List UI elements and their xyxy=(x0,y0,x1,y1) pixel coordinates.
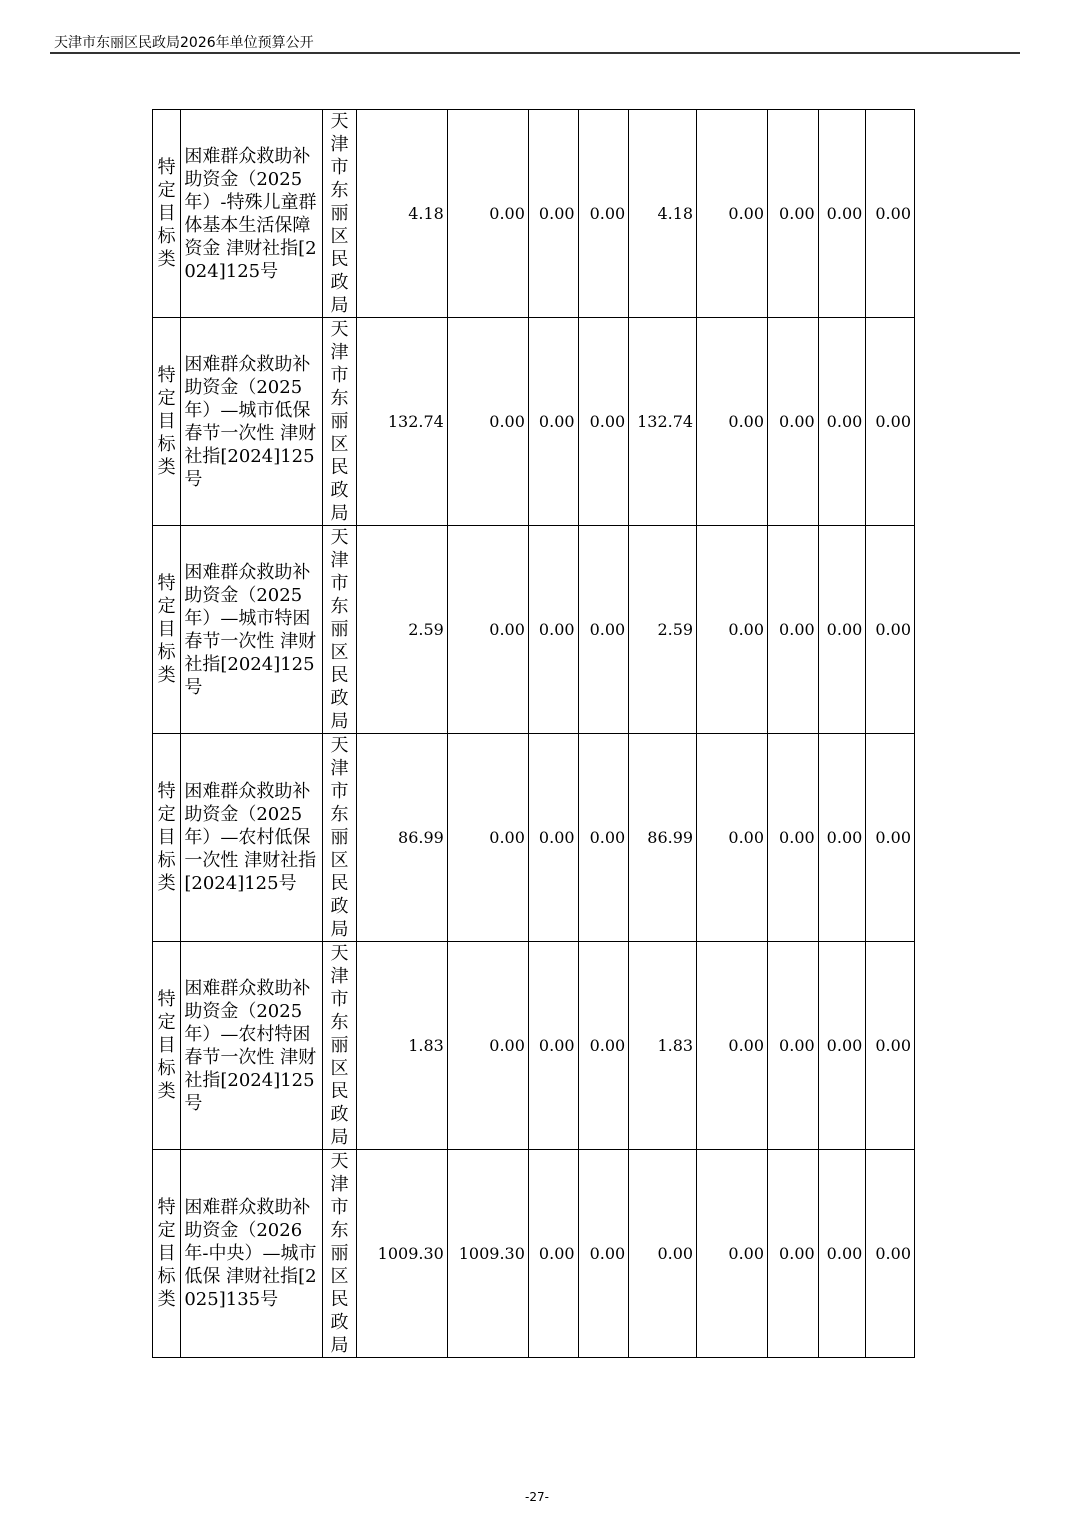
value-cell: 1.83 xyxy=(629,942,697,1150)
value-cell: 0.00 xyxy=(447,526,528,734)
value-cell: 0.00 xyxy=(697,110,768,318)
value-cell: 0.00 xyxy=(697,318,768,526)
value-cell: 0.00 xyxy=(578,318,629,526)
budget-project-table xyxy=(152,109,915,1358)
project-category-cell: 特定目标类 xyxy=(153,734,181,942)
value-cell: 0.00 xyxy=(866,526,915,734)
value-cell: 86.99 xyxy=(629,734,697,942)
project-name-cell: 困难群众救助补助资金（2026年-中央）—城市低保 津财社指[2025]135号 xyxy=(181,1150,323,1358)
value-cell: 0.00 xyxy=(818,318,866,526)
value-cell: 0.00 xyxy=(697,942,768,1150)
value-cell: 0.00 xyxy=(818,734,866,942)
value-cell: 0.00 xyxy=(818,526,866,734)
value-cell: 0.00 xyxy=(768,318,819,526)
value-cell: 0.00 xyxy=(578,942,629,1150)
project-name-cell: 困难群众救助补助资金（2025年）-特殊儿童群体基本生活保障资金 津财社指[2024]125号 xyxy=(181,110,323,318)
value-cell: 0.00 xyxy=(629,1150,697,1358)
unit-name-cell: 天津市东丽区民政局 xyxy=(323,526,356,734)
value-cell: 0.00 xyxy=(866,110,915,318)
value-cell: 0.00 xyxy=(818,110,866,318)
value-cell: 0.00 xyxy=(768,1150,819,1358)
value-cell: 1009.30 xyxy=(356,1150,447,1358)
table-row xyxy=(153,734,915,942)
value-cell: 2.59 xyxy=(356,526,447,734)
project-category-cell: 特定目标类 xyxy=(153,526,181,734)
project-category-cell: 特定目标类 xyxy=(153,318,181,526)
project-name-cell: 困难群众救助补助资金（2025年）—农村特困春节一次性 津财社指[2024]125号 xyxy=(181,942,323,1150)
table-row xyxy=(153,110,915,318)
value-cell: 0.00 xyxy=(447,110,528,318)
value-cell: 0.00 xyxy=(528,318,578,526)
project-category-cell: 特定目标类 xyxy=(153,942,181,1150)
value-cell: 0.00 xyxy=(768,110,819,318)
value-cell: 0.00 xyxy=(818,1150,866,1358)
value-cell: 0.00 xyxy=(578,110,629,318)
value-cell: 0.00 xyxy=(447,734,528,942)
header-divider xyxy=(50,52,1020,54)
value-cell: 132.74 xyxy=(356,318,447,526)
value-cell: 0.00 xyxy=(528,734,578,942)
value-cell: 0.00 xyxy=(768,526,819,734)
value-cell: 0.00 xyxy=(578,526,629,734)
value-cell: 132.74 xyxy=(629,318,697,526)
value-cell: 1009.30 xyxy=(447,1150,528,1358)
value-cell: 0.00 xyxy=(697,1150,768,1358)
project-category-cell: 特定目标类 xyxy=(153,110,181,318)
project-name-cell: 困难群众救助补助资金（2025年）—城市低保春节一次性 津财社指[2024]125号 xyxy=(181,318,323,526)
value-cell: 0.00 xyxy=(528,1150,578,1358)
value-cell: 0.00 xyxy=(578,734,629,942)
value-cell: 0.00 xyxy=(866,1150,915,1358)
value-cell: 0.00 xyxy=(447,942,528,1150)
value-cell: 0.00 xyxy=(818,942,866,1150)
unit-name-cell: 天津市东丽区民政局 xyxy=(323,110,356,318)
value-cell: 0.00 xyxy=(768,734,819,942)
document-header-title: 天津市东丽区民政局2026年单位预算公开 xyxy=(54,35,314,51)
value-cell: 0.00 xyxy=(528,942,578,1150)
unit-name-cell: 天津市东丽区民政局 xyxy=(323,318,356,526)
unit-name-cell: 天津市东丽区民政局 xyxy=(323,1150,356,1358)
table-row xyxy=(153,318,915,526)
value-cell: 0.00 xyxy=(768,942,819,1150)
value-cell: 0.00 xyxy=(697,526,768,734)
value-cell: 0.00 xyxy=(866,318,915,526)
page-number: -27- xyxy=(525,1490,549,1504)
project-category-cell: 特定目标类 xyxy=(153,1150,181,1358)
unit-name-cell: 天津市东丽区民政局 xyxy=(323,942,356,1150)
value-cell: 0.00 xyxy=(866,942,915,1150)
table-row xyxy=(153,526,915,734)
value-cell: 86.99 xyxy=(356,734,447,942)
table-row xyxy=(153,1150,915,1358)
value-cell: 2.59 xyxy=(629,526,697,734)
value-cell: 0.00 xyxy=(528,526,578,734)
value-cell: 4.18 xyxy=(356,110,447,318)
unit-name-cell: 天津市东丽区民政局 xyxy=(323,734,356,942)
value-cell: 1.83 xyxy=(356,942,447,1150)
value-cell: 0.00 xyxy=(447,318,528,526)
value-cell: 0.00 xyxy=(697,734,768,942)
table-row xyxy=(153,942,915,1150)
value-cell: 4.18 xyxy=(629,110,697,318)
value-cell: 0.00 xyxy=(528,110,578,318)
value-cell: 0.00 xyxy=(578,1150,629,1358)
value-cell: 0.00 xyxy=(866,734,915,942)
project-name-cell: 困难群众救助补助资金（2025年）—农村低保一次性 津财社指[2024]125号 xyxy=(181,734,323,942)
project-name-cell: 困难群众救助补助资金（2025年）—城市特困春节一次性 津财社指[2024]125号 xyxy=(181,526,323,734)
